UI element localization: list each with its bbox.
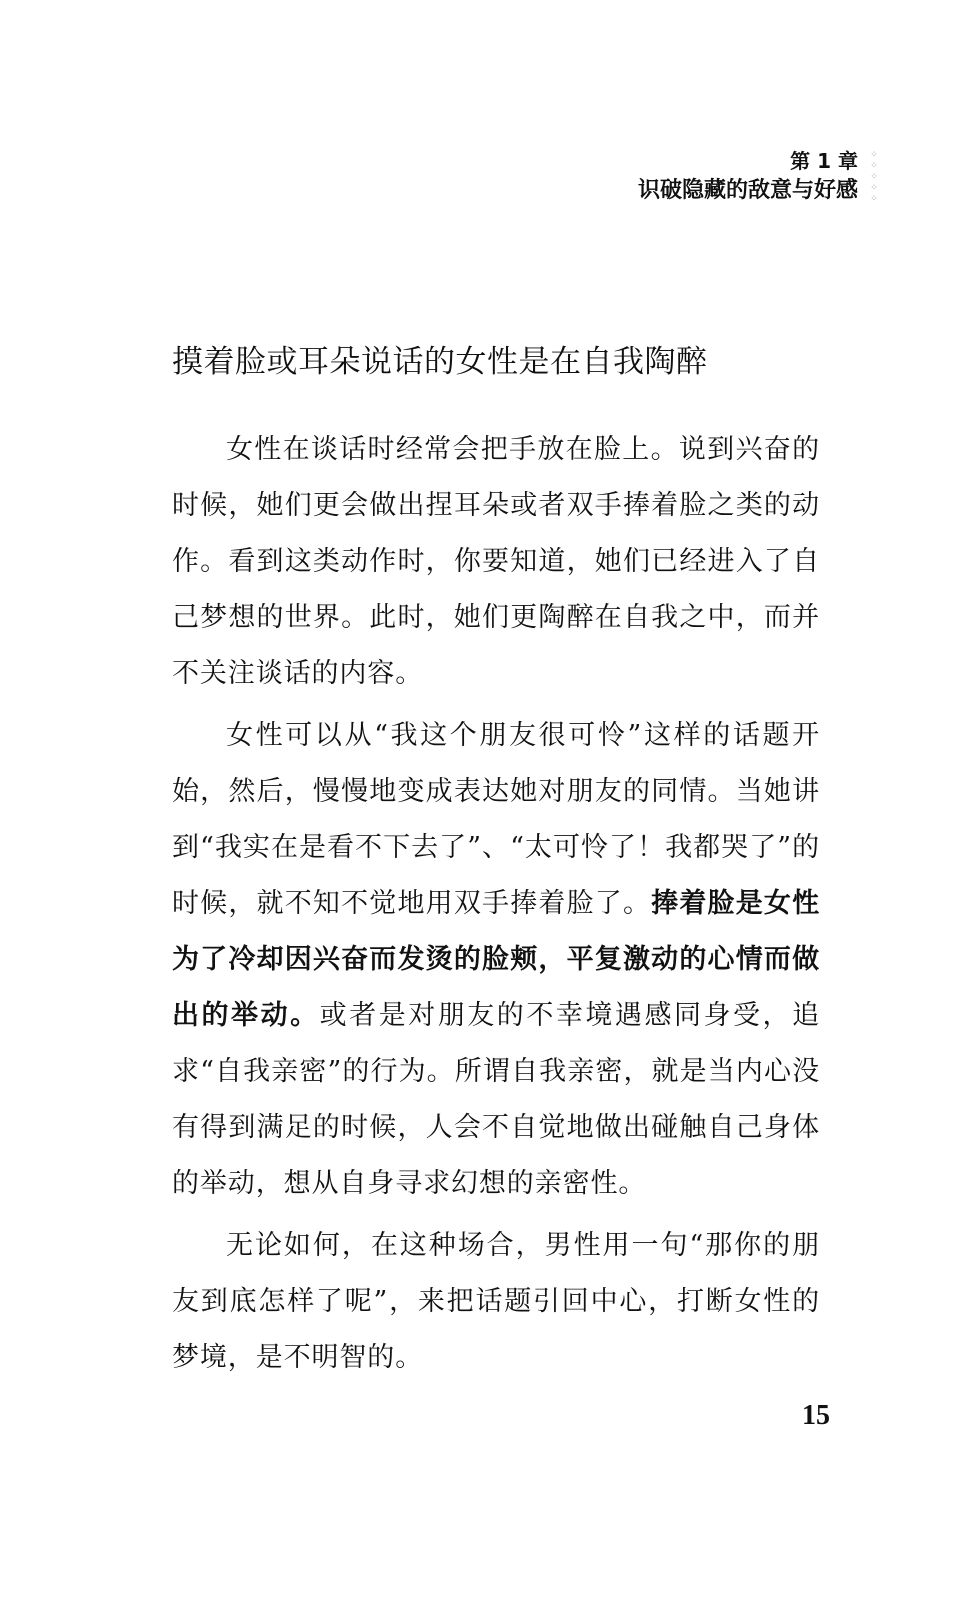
page-number: 15 xyxy=(802,1400,830,1431)
header-ornament: ⁘ ⁘ ⁘ ⁘ ⁘ xyxy=(870,150,878,204)
section-title: 摸着脸或耳朵说话的女性是在自我陶醉 xyxy=(172,344,708,380)
paragraph-2-text-a: 女性可以从“我这个朋友很可怜”这样的话题开始，然后，慢慢地变成表达她对朋友的同情。当她讲到“我实在是看不下去了”、“太可怜了！我都哭了”的时候，就不知不觉地用双手捧着脸了。 xyxy=(172,720,820,919)
paragraph-3: 无论如何，在这种场合，男性用一句“那你的朋友到底怎样了呢”，来把话题引回中心，打断女性的梦境，是不明智的。 xyxy=(172,1230,820,1373)
body-text xyxy=(172,422,820,1386)
paragraph-2-text-b: 或者是对朋友的不幸境遇感同身受，追求“自我亲密”的行为。所谓自我亲密，就是当内心没有得到满足的时候，人会不自觉地做出碰触自己身体的举动，想从自身寻求幻想的亲密性。 xyxy=(172,1000,820,1199)
paragraph-2 xyxy=(172,708,820,1212)
running-head xyxy=(638,148,858,206)
chapter-title: 识破隐藏的敌意与好感 xyxy=(637,178,858,203)
paragraph-2-bold-text: 捧着脸是女性为了冷却因兴奋而发烫的脸颊，平复激动的心情而做出的举动。 xyxy=(172,888,820,1031)
chapter-number: 第 1 章 xyxy=(790,149,858,173)
paragraph-1: 女性在谈话时经常会把手放在脸上。说到兴奋的时候，她们更会做出捏耳朵或者双手捧着脸之类的动作。看到这类动作时，你要知道，她们已经进入了自己梦想的世界。此时，她们更陶醉在自我之中，而并不关注谈话的内容。 xyxy=(172,434,820,689)
